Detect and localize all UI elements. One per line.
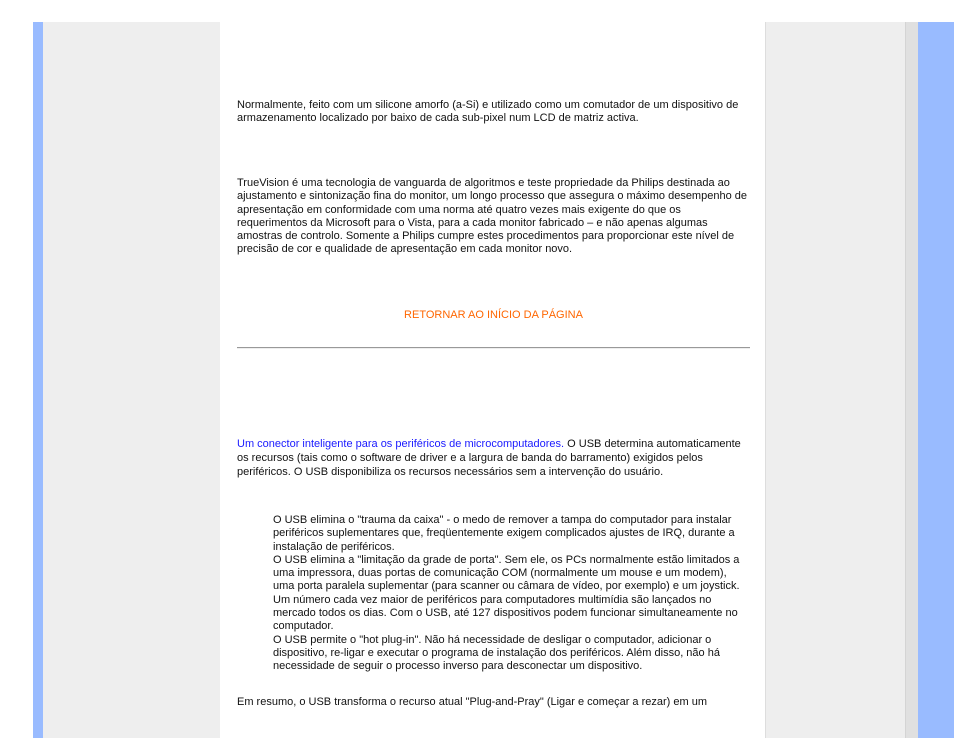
usb-intro: [237, 437, 750, 480]
main-content: [237, 0, 750, 738]
left-side-panel: [43, 22, 220, 738]
right-accent-strip: [918, 22, 954, 738]
right-side-panel: [765, 22, 919, 738]
usb-intro-text: O USB determina automaticamente os recursos (tais como o software de driver e a largura de banda do barramento) exigidos pelos periféricos. O USB disponibiliza os recursos necessários sem a intervenção do usuário.: [237, 438, 741, 479]
truevision-definition: TrueVision é uma tecnologia de vanguarda de algoritmos e teste propriedade da Philips destinada ao ajustamento e sintonização fina do monitor, um longo processo que assegura o máximo desempenho de apresentação em conformidade com uma norma até quatro vezes mais exigente do que os requerimentos da Microsoft para o Vista, para a cada monitor fabricado – e não apenas algumas amostras de controlo. Somente a Philips cumpre estes procedimentos para proporcionar este nível de precisão de cor e qualidade de apresentação em cada monitor novo.: [237, 177, 747, 256]
left-accent-strip: [33, 22, 43, 738]
right-panel-edge: [905, 22, 918, 738]
back-to-top-link[interactable]: RETORNAR AO INÍCIO DA PÁGINA: [404, 309, 583, 321]
tft-definition: Normalmente, feito com um silicone amorfo (a-Si) e utilizado como um comutador de um dispositivo de armazenamento localizado por baixo de cada sub-pixel num LCD de matriz activa.: [237, 99, 739, 125]
usb-summary: Em resumo, o USB transforma o recurso atual "Plug-and-Pray" (Ligar e começar a rezar) em um: [237, 696, 707, 708]
list-item: O USB elimina o "trauma da caixa" - o medo de remover a tampa do computador para instalar periféricos suplementares que, freqüentemente exigem complicados ajustes de IRQ, durante a instalação de periféricos.: [273, 514, 735, 553]
section-divider: [237, 347, 750, 349]
list-item: O USB permite o "hot plug-in". Não há necessidade de desligar o computador, adicionar o dispositivo, re-ligar e executar o programa de instalação dos periféricos. Além disso, não há necessidade de seguir o processo inverso para desconectar um dispositivo.: [273, 633, 720, 673]
list-item: O USB elimina a "limitação da grade de porta". Sem ele, os PCs normalmente estão limitados a uma impressora, duas portas de comunicação COM (normalmente um mouse e um modem), uma porta paralela suplementar (para scanner ou câmara de vídeo, por exemplo) e um joystick. Um número cada vez maior de periféricos para computadores multimídia são lançados no mercado todos os dias. Com o USB, até 127 dispositivos podem funcionar simultaneamente no computador.: [273, 553, 740, 633]
usb-benefits-list: [273, 514, 750, 674]
usb-lead-link[interactable]: Um conector inteligente para os periféricos de microcomputadores.: [237, 438, 565, 450]
